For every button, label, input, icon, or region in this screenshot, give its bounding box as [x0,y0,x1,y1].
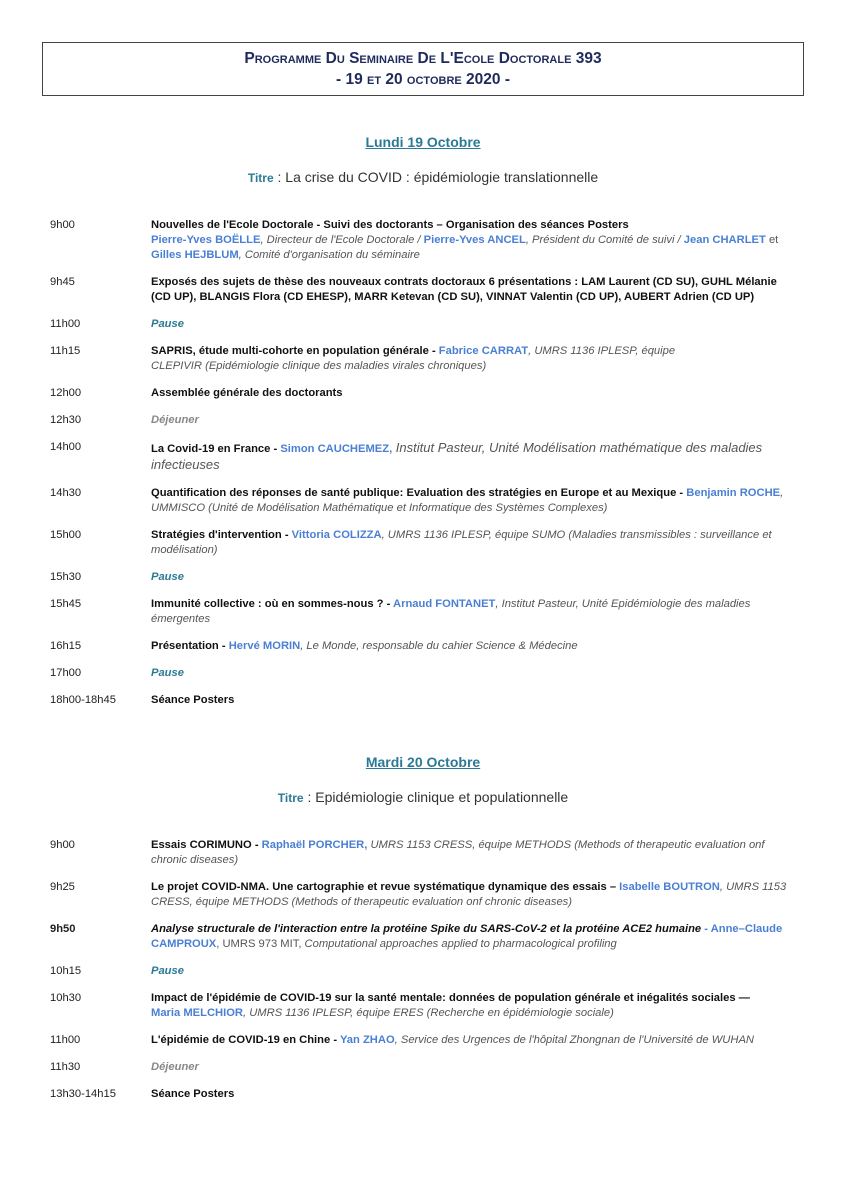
session-title: Quantification des réponses de santé publique: Evaluation des stratégies en Europe et au Mexique - [151,487,687,499]
session-title: Séance Posters [151,694,235,706]
session-description [151,528,796,558]
speaker-affiliation: , Comité d'organisation du séminaire [238,249,420,261]
schedule-row [0,386,846,413]
day-section-tuesday [0,754,846,1114]
session-time: 10h30 [50,992,82,1004]
day-heading: Mardi 20 Octobre [365,754,481,770]
session-time: 9h25 [50,881,75,893]
speaker-affiliation: , UMRS 1136 IPLESP, équipe SUMO (Maladies transmissibles : surveillance et modélisation) [151,529,772,556]
pause-label: Pause [151,667,184,679]
lunch-label: Déjeuner [151,1061,199,1073]
theme-text: : Epidémiologie clinique et populationnelle [303,789,569,805]
theme-text: : La crise du COVID : épidémiologie translationnelle [273,169,599,185]
speaker-name: Benjamin ROCHE [686,487,781,499]
schedule-row [0,344,846,386]
day-theme [0,169,846,218]
session-title: Impact de l'épidémie de COVID-19 sur la santé mentale: données de population générale et inégalités sociales — [151,992,750,1004]
speaker-name: Pierre-Yves BOËLLE [151,234,261,246]
speaker-name: Hervé MORIN [228,640,301,652]
session-time: 12h00 [50,387,82,399]
text-segment: et [765,234,779,246]
pause-label: Pause [151,571,184,583]
speaker-affiliation: , UMRS 1136 IPLESP, équipe [528,345,676,357]
session-time: 9h00 [50,839,75,851]
speaker-name: Maria MELCHIOR [151,1007,243,1019]
speaker-name: Simon CAUCHEMEZ, [280,443,393,455]
session-description [151,838,796,868]
text-segment: , UMRS 973 MIT, [216,938,305,950]
session-title: Exposés des sujets de thèse des nouveaux contrats doctoraux 6 présentations : LAM Laurent (CD SU), GUHL Mélanie (CD UP), BLANGIS Flora (CD EHESP), MARR Ketevan (CD SU), VINNAT Valentin (CD UP), AUBERT Adrien (CD UP) [151,276,777,303]
schedule-row [0,317,846,344]
session-title: Immunité collective : où en sommes-nous ? - [151,598,394,610]
session-time: 10h15 [50,965,82,977]
schedule-row [0,1033,846,1060]
speaker-name: Pierre-Yves ANCEL [423,234,526,246]
speaker-name: Isabelle BOUTRON [619,881,720,893]
speaker-name: - Anne–Claude CAMPROUX [151,923,783,950]
schedule-row [0,922,846,964]
schedule-row [0,880,846,922]
session-description [151,1087,796,1102]
session-time: 11h00 [50,318,81,330]
session-time: 12h30 [50,414,82,426]
schedule-row [0,218,846,275]
programme-title: Programme Du Seminaire De L'Ecole Doctorale 393 [244,50,602,67]
day-heading: Lundi 19 Octobre [365,134,481,150]
session-time: 11h30 [50,1061,81,1073]
day-theme [0,789,846,838]
session-description [151,1033,796,1048]
session-title: Analyse structurale de l'interaction entre la protéine Spike du SARS-CoV-2 et la protéine ACE2 humaine [151,923,702,935]
day-section-monday [0,134,846,720]
session-title: Essais CORIMUNO - [151,839,262,851]
speaker-affiliation: , Directeur de l'Ecole Doctorale / [260,234,424,246]
session-description [151,639,796,654]
schedule-row [0,693,846,720]
session-time: 9h00 [50,219,75,231]
session-time: 11h15 [50,345,81,357]
session-description [151,218,796,263]
programme-header [42,42,804,96]
session-description [151,922,796,952]
schedule-row [0,639,846,666]
schedule-row [0,597,846,639]
speaker-affiliation: , Service des Urgences de l'hôpital Zhongnan de l'Université de WUHAN [394,1034,754,1046]
session-title: Stratégies d'intervention - [151,529,292,541]
speaker-name: Yan ZHAO [339,1034,395,1046]
speaker-affiliation: Computational approaches applied to pharmacological profiling [304,938,617,950]
session-time: 9h45 [50,276,75,288]
speaker-affiliation: , UMRS 1136 IPLESP, équipe ERES (Recherche en épidémiologie sociale) [243,1007,614,1019]
speaker-affiliation: , Président du Comité de suivi / [525,234,684,246]
speaker-affiliation: , UMRS 1153 CRESS, équipe METHODS (Methods of therapeutic evaluation onf chronic diseases) [151,881,787,908]
lunch-label: Déjeuner [151,414,199,426]
schedule-row [0,486,846,528]
speaker-name: Gilles HEJBLUM [151,249,239,261]
session-description [151,964,796,979]
theme-label: Titre [277,791,304,805]
session-time: 11h00 [50,1034,81,1046]
session-description [151,1060,796,1075]
session-description [151,693,796,708]
pause-label: Pause [151,318,184,330]
speaker-name: Arnaud FONTANET [393,598,496,610]
session-title: SAPRIS, étude multi-cohorte en population générale - [151,345,439,357]
schedule-row [0,528,846,570]
session-time: 15h00 [50,529,82,541]
session-time: 9h50 [50,923,76,935]
speaker-affiliation: UMRS 1153 CRESS, équipe METHODS (Methods of therapeutic evaluation onf chronic diseases) [151,839,765,866]
speaker-affiliation: , Le Monde, responsable du cahier Science & Médecine [300,640,578,652]
speaker-affiliation: CLEPIVIR (Epidémiologie clinique des maladies virales chroniques) [151,360,487,372]
session-description [151,597,796,627]
speaker-affiliation: , Institut Pasteur, Unité Epidémiologie des maladies émergentes [151,598,751,625]
session-time: 15h30 [50,571,82,583]
session-time: 16h15 [50,640,82,652]
schedule-row [0,1087,846,1114]
session-title: Le projet COVID-NMA. Une cartographie et revue systématique dynamique des essais – [151,881,620,893]
session-title: L'épidémie de COVID-19 en Chine - [151,1034,340,1046]
session-time: 15h45 [50,598,82,610]
session-title: Séance Posters [151,1088,235,1100]
schedule-row [0,275,846,317]
session-title: Nouvelles de l'Ecole Doctorale - Suivi des doctorants – Organisation des séances Posters [151,219,629,231]
session-description [151,440,796,474]
session-description [151,317,796,332]
schedule-row [0,838,846,880]
session-description [151,413,796,428]
session-time: 14h30 [50,487,82,499]
session-time: 13h30-14h15 [50,1088,116,1100]
schedule-row [0,1060,846,1087]
speaker-affiliation: , UMMISCO (Unité de Modélisation Mathématique et Informatique des Systèmes Complexes) [151,487,784,514]
session-time: 14h00 [50,441,82,453]
programme-dates: - 19 et 20 octobre 2020 - [336,71,510,88]
session-description [151,275,796,305]
schedule-row [0,570,846,597]
session-title: La Covid-19 en France - [151,443,281,455]
schedule-row [0,413,846,440]
session-description [151,486,796,516]
session-title: Présentation - [151,640,229,652]
session-description [151,991,796,1021]
schedule-row [0,440,846,486]
speaker-name: Raphaël PORCHER, [261,839,368,851]
schedule-row [0,666,846,693]
speaker-name: Jean CHARLET [683,234,766,246]
session-time: 17h00 [50,667,82,679]
session-description [151,880,796,910]
session-description [151,344,796,374]
session-description [151,386,796,401]
session-description [151,570,796,585]
session-title: Assemblée générale des doctorants [151,387,343,399]
speaker-name: Vittoria COLIZZA [291,529,382,541]
pause-label: Pause [151,965,184,977]
theme-label: Titre [247,171,274,185]
speaker-affiliation: Institut Pasteur, Unité Modélisation mathématique des maladies infectieuses [151,440,763,472]
session-description [151,666,796,681]
session-time: 18h00-18h45 [50,694,116,706]
speaker-name: Fabrice CARRAT [438,345,529,357]
schedule-row [0,964,846,991]
schedule-row [0,991,846,1033]
